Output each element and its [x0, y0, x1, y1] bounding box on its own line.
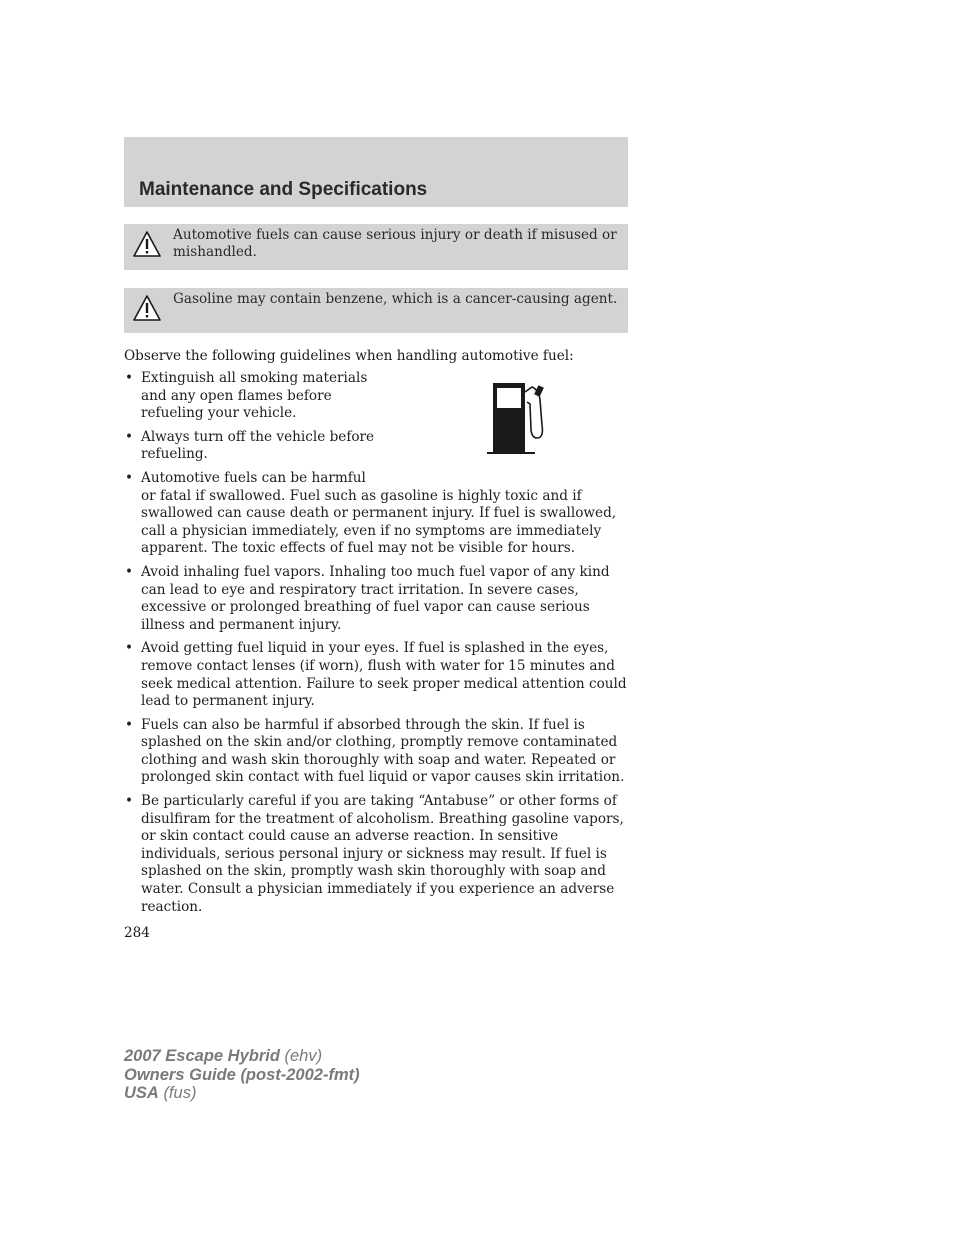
- list-item: • Avoid getting fuel liquid in your eyes. If fuel is splashed in the eyes, remove contact lenses (if worn), flush with water for 15 minutes and seek medical attention. Failure to seek proper medical attention could lead to permanent injury.: [125, 640, 627, 710]
- list-item: • Fuels can also be harmful if absorbed through the skin. If fuel is splashed on the skin and/or clothing, promptly remove contaminated clothing and wash skin thoroughly with soap and water. Repeated or prolonged skin contact with fuel liquid or vapor causes skin irritation.: [125, 716, 625, 786]
- warning-triangle-icon: [132, 230, 162, 258]
- document-footer: [124, 1047, 360, 1103]
- list-item: • Extinguish all smoking materials and any open flames before refueling your vehicle.: [125, 370, 368, 422]
- footer-line-model: 2007 Escape Hybrid (ehv): [124, 1047, 323, 1065]
- section-title: Maintenance and Specifications: [139, 179, 428, 200]
- warning-triangle-icon: [132, 294, 162, 322]
- warning-text: Automotive fuels can cause serious injury or death if misused or mishandled.: [173, 227, 617, 260]
- footer-line-guide: Owners Guide (post-2002-fmt): [124, 1065, 360, 1084]
- list-item: • Always turn off the vehicle before refueling.: [125, 428, 375, 463]
- warning-text: Gasoline may contain benzene, which is a cancer-causing agent.: [173, 291, 618, 307]
- fuel-guidelines-list: [124, 370, 628, 922]
- warning-box-benzene: [124, 288, 628, 333]
- page-number: 284: [124, 925, 150, 941]
- list-item: • Avoid inhaling fuel vapors. Inhaling too much fuel vapor of any kind can lead to eye and respiratory tract irritation. In severe cases, excessive or prolonged breathing of fuel vapor can cause serious illness and permanent injury.: [125, 563, 610, 633]
- list-item: • Be particularly careful if you are taking “Antabuse” or other forms of disulfiram for the treatment of alcoholism. Breathing gasoline vapors, or skin contact could cause an adverse reaction. In sensitive individuals, serious personal injury or sickness may result. If fuel is splashed on the skin, promptly wash skin thoroughly with soap and water. Consult a physician immediately if you experience an adverse reaction.: [125, 793, 624, 915]
- footer-line-market: USA (fus): [124, 1084, 197, 1102]
- warning-box-fuel-injury: [124, 224, 628, 270]
- intro-paragraph: Observe the following guidelines when handling automotive fuel:: [124, 348, 574, 364]
- list-item-continuation: or fatal if swallowed. Fuel such as gasoline is highly toxic and if swallowed can cause death or permanent injury. If fuel is swallowed, call a physician immediately, even if no symptoms are immediately apparent. The toxic effects of fuel may not be visible for hours.: [141, 487, 617, 557]
- list-item: • Automotive fuels can be harmful: [125, 469, 366, 486]
- section-header: [124, 137, 628, 207]
